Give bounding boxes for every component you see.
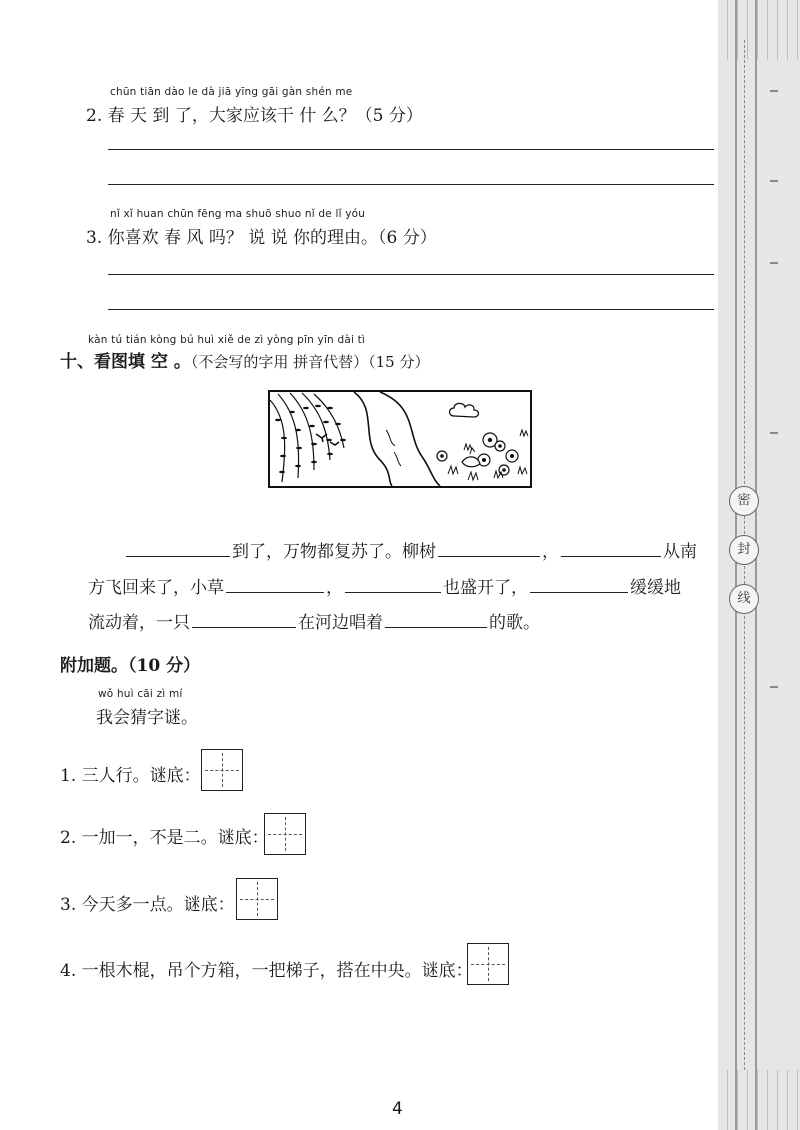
sec10-title: 看图填 空 。 xyxy=(94,352,191,372)
riddle-3-answer-box[interactable] xyxy=(236,878,278,920)
binding-strip-top-pattern xyxy=(718,0,800,60)
q3-text: 3. 你喜欢 春 风 吗？ 说 说 你的理由。（6 分） xyxy=(86,228,437,248)
binding-tick xyxy=(770,180,778,182)
blank-bird[interactable] xyxy=(561,556,661,557)
binding-tick xyxy=(770,262,778,264)
fill-line-2 xyxy=(88,573,681,598)
blank-flowers[interactable] xyxy=(345,592,441,593)
q2-answer-line-1[interactable] xyxy=(108,149,714,150)
bonus-title: 附加题。（10 分） xyxy=(60,656,201,676)
sec10-number: 十、 xyxy=(60,352,94,372)
q2-answer-line-2[interactable] xyxy=(108,184,714,185)
riddle-2-answer-box[interactable] xyxy=(264,813,306,855)
seal-mi: 密 xyxy=(729,486,759,516)
binding-groove xyxy=(735,0,757,1130)
fill-text-2c: 也盛开了， xyxy=(443,578,528,598)
fill-text-2a: 方飞回来了，小草 xyxy=(88,578,224,598)
blank-song[interactable] xyxy=(385,627,487,628)
q2-text: 2. 春 天 到 了，大家应该干 什 么？（5 分） xyxy=(86,106,423,126)
sec10-pinyin: kàn tú tián kòng bú huì xiě de zì yòng pīn yīn dài tì xyxy=(88,334,366,346)
blank-willow[interactable] xyxy=(438,556,540,557)
riddle-4-answer-box[interactable] xyxy=(467,943,509,985)
fill-text-1a: 到了，万物都复苏了。柳树 xyxy=(232,542,436,562)
riddle-1-answer-box[interactable] xyxy=(201,749,243,791)
blank-singer[interactable] xyxy=(192,627,296,628)
spring-scene-picture xyxy=(268,390,532,488)
blank-river[interactable] xyxy=(530,592,628,593)
fill-text-3c: 的歌。 xyxy=(489,613,540,633)
binding-strip xyxy=(718,0,800,1130)
fill-line-1 xyxy=(124,537,697,562)
binding-strip-bottom-pattern xyxy=(718,1070,800,1130)
q2-pinyin: chūn tiān dào le dà jiā yīng gāi gàn shén me xyxy=(110,86,353,98)
seal-feng: 封 xyxy=(729,535,759,565)
riddle-3-text: 3. 今天多一点。谜底： xyxy=(60,895,235,915)
binding-tick xyxy=(770,432,778,434)
binding-tick xyxy=(770,90,778,92)
fill-text-3a: 流动着，一只 xyxy=(88,613,190,633)
q3-answer-line-2[interactable] xyxy=(108,309,714,310)
riddle-2-text: 2. 一加一，不是二。谜底： xyxy=(60,828,269,848)
seal-xian: 线 xyxy=(729,584,759,614)
fill-text-2b: ， xyxy=(326,578,343,598)
blank-season[interactable] xyxy=(126,556,230,557)
riddle-4-text: 4. 一根木棍，吊个方箱，一把梯子，搭在中央。谜底： xyxy=(60,961,473,981)
fill-line-3 xyxy=(88,608,540,633)
binding-tick xyxy=(770,686,778,688)
fill-text-3b: 在河边唱着 xyxy=(298,613,383,633)
bonus-pinyin: wǒ huì cāi zì mí xyxy=(98,688,183,700)
sec10-heading xyxy=(60,347,429,372)
page-number: 4 xyxy=(392,1099,403,1119)
fill-text-1b: ， xyxy=(542,542,559,562)
fill-text-1c: 从南 xyxy=(663,542,697,562)
blank-grass[interactable] xyxy=(226,592,324,593)
sec10-note: （不会写的字用 拼音代替）（15 分） xyxy=(190,353,430,371)
bonus-subtitle: 我会猜字谜。 xyxy=(96,708,198,728)
fill-text-2d: 缓缓地 xyxy=(630,578,681,598)
q3-answer-line-1[interactable] xyxy=(108,274,714,275)
riddle-1-text: 1. 三人行。谜底： xyxy=(60,766,201,786)
q3-pinyin: nǐ xǐ huan chūn fēng ma shuō shuo nǐ de lǐ yóu xyxy=(110,208,366,220)
